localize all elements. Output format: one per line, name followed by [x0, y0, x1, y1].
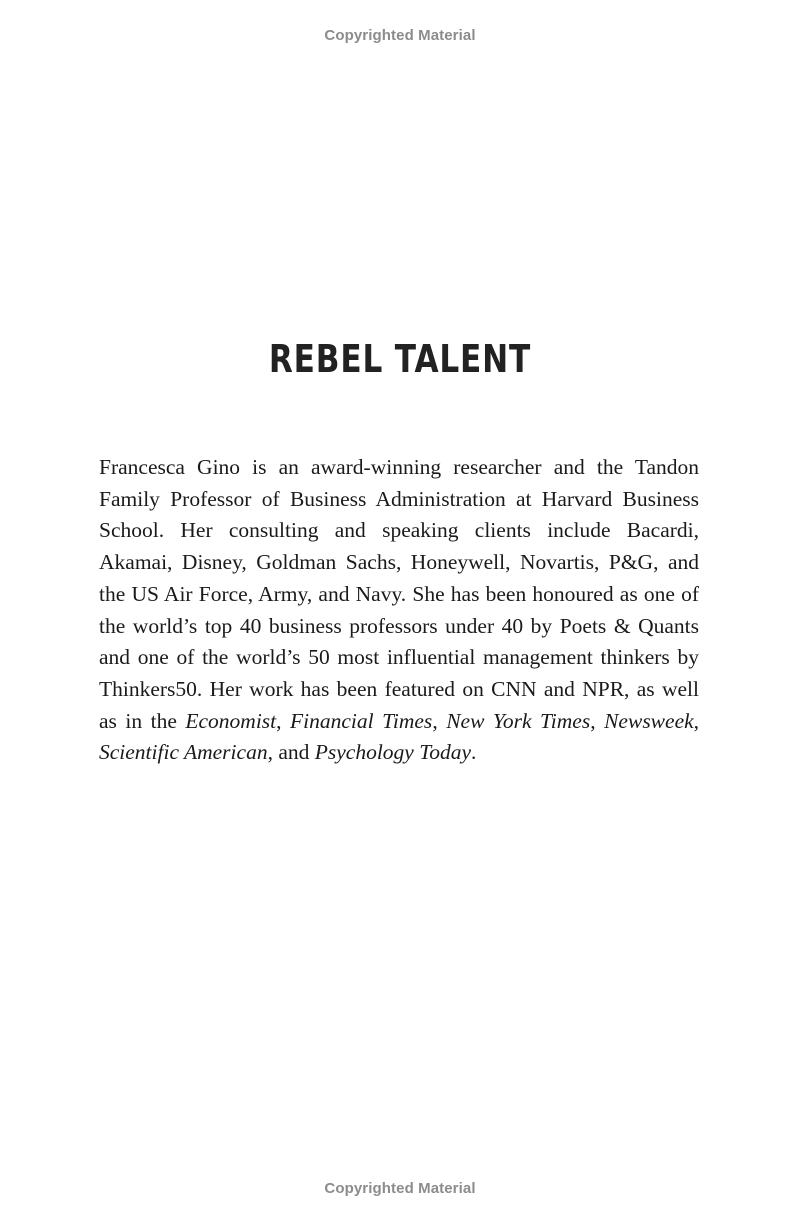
bio-end: . [471, 740, 477, 765]
publication-scientific-american: Scientific American [99, 740, 268, 765]
publication-financial-times: Financial Times [290, 708, 433, 733]
bio-separator: , [693, 708, 700, 733]
publication-psychology-today: Psychology Today [314, 740, 472, 765]
bio-text: Francesca Gino is an award-winning researcher and the Tandon Family Professor of Business Administration at Harvard Business School. Her consulting and speaking clients include Bacardi, Akamai, Disney, Goldman Sachs, Honeywell, Novartis, P&G, and the US Air Force, Army, and Navy. She has been honoured as one of the world’s top 40 business professors under 40 by Poets & Quants and one of the world’s 50 most influential management thinkers by Thinkers50. Her work has been featured on CNN and NPR, as well as in the [99, 455, 699, 733]
publication-economist: Economist [185, 708, 277, 733]
copyright-watermark-top: Copyrighted Material [324, 27, 476, 44]
publication-newsweek: Newsweek [604, 708, 694, 733]
publication-new-york-times: New York Times [446, 708, 591, 733]
bio-separator: , and [267, 740, 315, 765]
author-biography [99, 452, 699, 769]
copyright-watermark-bottom: Copyrighted Material [324, 1180, 476, 1197]
bio-separator: , [276, 708, 291, 733]
bio-separator: , [432, 708, 447, 733]
book-title: REBEL TALENT [268, 337, 532, 382]
bio-separator: , [590, 708, 605, 733]
